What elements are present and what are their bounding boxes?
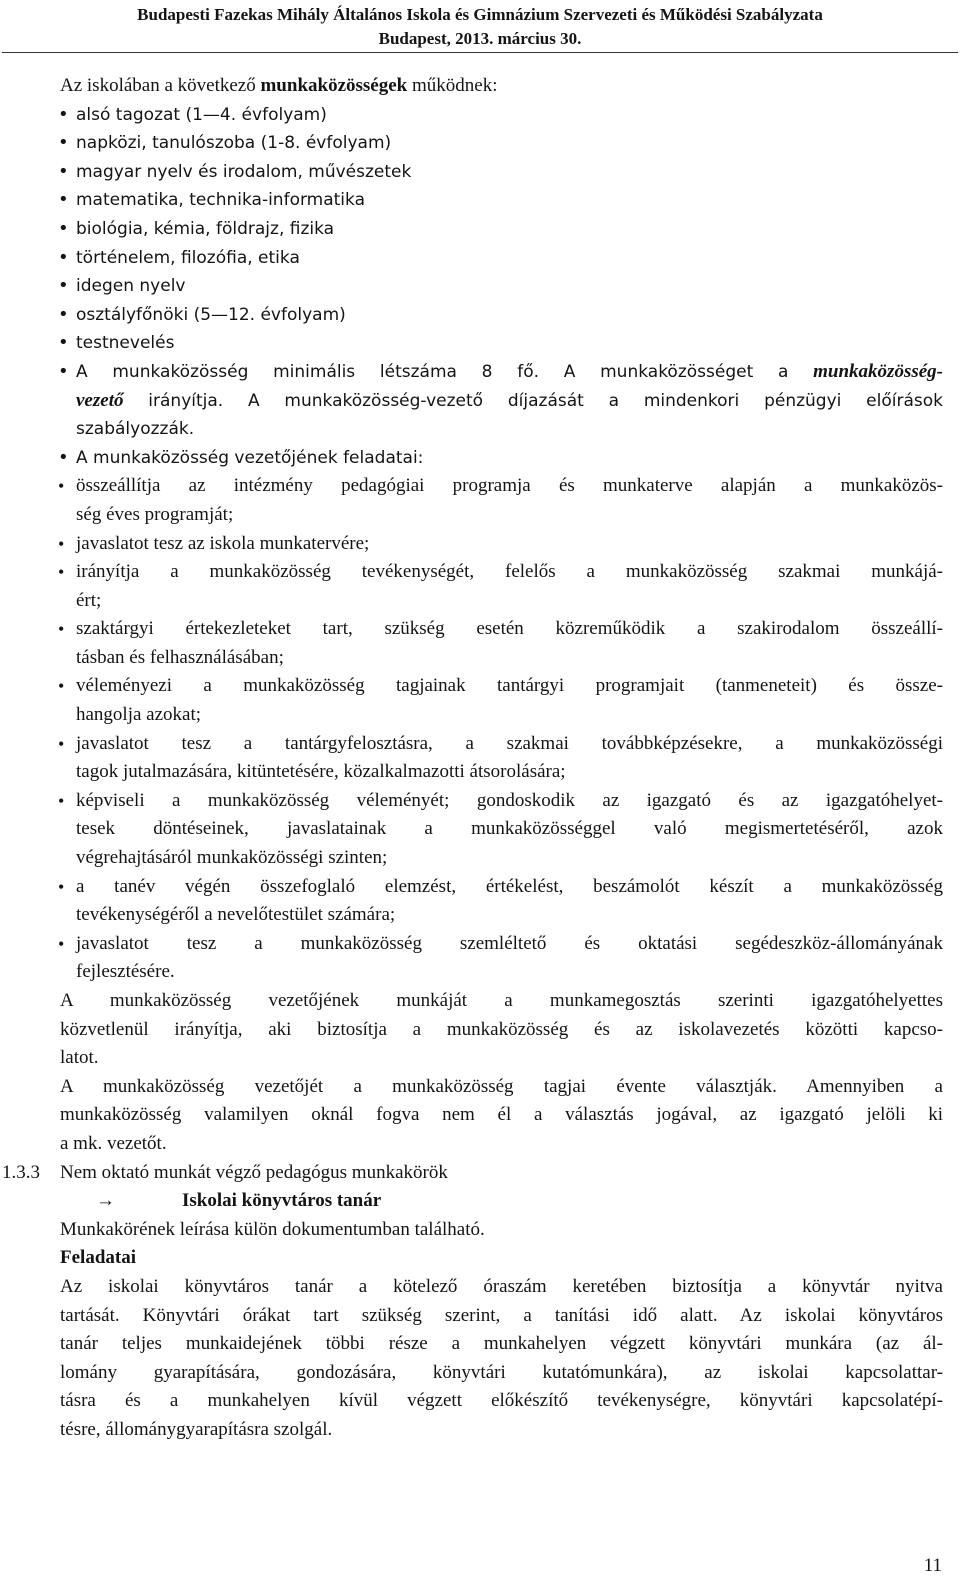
paragraph-line: közvetlenül irányítja, aki biztosítja a munkaközösség és az iskolavezetés közötti kapcso-: [60, 1018, 943, 1040]
list-item: • napközi, tanulószoba (1-8. évfolyam): [0, 129, 943, 158]
bullet-icon: •: [58, 246, 69, 268]
list-item: • véleményezi a munkaközösség tagjainak tantárgyi programjait (tanmeneteit) és össze-: [0, 672, 943, 701]
list-item: • szaktárgyi értekezleteket tart, szükség esetén közreműködik a szakirodalom összeállí-: [0, 615, 943, 644]
paragraph-line: lomány gyarapítására, gondozására, könyvtári kutatómunkára), az iskolai kapcsolattar-: [60, 1361, 943, 1383]
paragraph-line: a mk. vezetőt.: [60, 1132, 167, 1154]
list-item: • a tanév végén összefoglaló elemzést, értékelést, beszámolót készít a munkaközösség: [0, 873, 943, 902]
bullet-icon: •: [58, 533, 65, 554]
list-item-continuation: hangolja azokat;: [76, 704, 202, 726]
document-date: Budapest, 2013. március 30.: [378, 29, 582, 48]
list-item: • összeállítja az intézmény pedagógiai programja és munkaterve alapján a munkaközös-: [0, 472, 943, 501]
paragraph-line: • A munkaközösség minimális létszáma 8 fő. A munkaközösséget a munkaközösség-: [0, 358, 943, 387]
list-item-continuation: fejlesztésére.: [76, 961, 175, 983]
paragraph-line: latot.: [60, 1047, 99, 1069]
minimum-headcount-paragraph: [0, 358, 960, 444]
paragraph-line: szabályozzák.: [76, 419, 195, 440]
intro-paragraph: [0, 72, 943, 101]
tasks-paragraph: [0, 1273, 960, 1445]
list-item: • osztályfőnöki (5—12. évfolyam): [0, 301, 943, 330]
intro-text-c: működnek:: [407, 75, 498, 96]
tasks-title: Feladatai: [60, 1247, 136, 1269]
bullet-icon: •: [58, 160, 69, 182]
paragraph-line: Az iskolai könyvtáros tanár a kötelező óraszám keretében biztosítja a könyvtár nyitva: [60, 1275, 943, 1297]
list-item-continuation: végrehajtásáról munkaközösségi szinten;: [76, 847, 388, 869]
bullet-icon: •: [58, 933, 65, 954]
list-item: • biológia, kémia, földrajz, fizika: [0, 215, 943, 244]
section-title: Nem oktató munkát végző pedagógus munkakörök: [60, 1161, 448, 1183]
intro-emphasis: munkaközösségek: [260, 75, 408, 96]
leader-election-paragraph: [0, 1073, 960, 1159]
page-number: 11: [923, 1555, 942, 1576]
bullet-icon: •: [58, 676, 65, 697]
bullet-icon: •: [58, 303, 69, 325]
arrow-right-icon: →: [96, 1190, 115, 1212]
bullet-icon: •: [58, 876, 65, 897]
bullet-icon: •: [58, 103, 69, 125]
list-item: • javaslatot tesz az iskola munkatervére;: [0, 530, 943, 559]
paragraph-line: tésre, állománygyarapításra szolgál.: [60, 1418, 333, 1440]
paragraph-line: tásra és a munkahelyen kívül végzett előkészítő tevékenységre, könyvtári kapcsolatépí-: [60, 1390, 943, 1412]
list-item-continuation: tagok jutalmazására, kitüntetésére, közalkalmazotti átsorolására;: [76, 761, 566, 783]
bullet-icon: •: [58, 790, 65, 811]
list-item: • alsó tagozat (1—4. évfolyam): [0, 101, 943, 130]
bullet-icon: •: [58, 562, 65, 583]
list-item-continuation: ség éves programját;: [76, 503, 234, 525]
bullet-icon: •: [58, 217, 69, 239]
role-heading: [0, 1187, 960, 1216]
list-item-continuation: tesek döntéseinek, javaslatainak a munkaközösséggel való megismertetéséről, azok: [76, 818, 943, 840]
paragraph-line: tartását. Könyvtári órákat tart szükség szerint, a tanítási idő alatt. Az iskolai könyvtáros: [60, 1304, 943, 1326]
section-number: 1.3.3: [2, 1161, 40, 1183]
bullet-icon: •: [58, 476, 65, 497]
page-content: [0, 72, 960, 1445]
bullet-icon: •: [58, 360, 69, 382]
paragraph-line: munkaközösség valamilyen oknál fogva nem él a választás jogával, az igazgató jelöli ki: [60, 1104, 943, 1126]
list-item: • irányítja a munkaközösség tevékenységét, felelős a munkaközösség szakmai munkájá-: [0, 558, 943, 587]
bullet-icon: •: [58, 619, 65, 640]
header-divider: [2, 52, 958, 53]
list-item: • testnevelés: [0, 329, 943, 358]
list-item: • javaslatot tesz a tantárgyfelosztásra, a szakmai továbbképzésekre, a munkaközösségi: [0, 730, 943, 759]
duties-title: • A munkaközösség vezetőjének feladatai:: [0, 444, 943, 473]
role-title: Iskolai könyvtáros tanár: [182, 1190, 382, 1212]
bullet-icon: •: [58, 275, 69, 297]
list-item-continuation: tevékenységéről a nevelőtestület számára;: [76, 904, 396, 926]
intro-text-a: Az iskolában a következő: [60, 75, 261, 96]
list-item: • magyar nyelv és irodalom, művészetek: [0, 158, 943, 187]
paragraph-line: tanár teljes munkaidejének többi része a munkahelyen végzett könyvtári munkára (az ál-: [60, 1333, 943, 1355]
list-item: • képviseli a munkaközösség véleményét; gondoskodik az igazgató és az igazgatóhelyet-: [0, 787, 943, 816]
list-item: • javaslatot tesz a munkaközösség szemléltető és oktatási segédeszköz-állományának: [0, 930, 943, 959]
bullet-icon: •: [58, 733, 65, 754]
duties-list: [0, 472, 960, 987]
bullet-icon: •: [58, 189, 69, 211]
bullet-icon: •: [58, 446, 69, 468]
leader-supervision-paragraph: [0, 987, 960, 1073]
paragraph-line: A munkaközösség vezetőjét a munkaközösség tagjai évente választják. Amennyiben a: [60, 1075, 943, 1097]
document-title: Budapesti Fazekas Mihály Általános Iskola és Gimnázium Szervezeti és Működési Szabályzata: [137, 5, 823, 24]
list-item-continuation: tásban és felhasználásában;: [76, 646, 284, 668]
role-description: Munkakörének leírása külön dokumentumban található.: [60, 1218, 485, 1240]
list-item: • matematika, technika-informatika: [0, 186, 943, 215]
section-heading: [0, 1159, 943, 1188]
paragraph-line: A munkaközösség vezetőjének munkáját a munkamegosztás szerinti igazgatóhelyettes: [60, 990, 943, 1011]
bullet-icon: •: [58, 332, 69, 354]
bullet-icon: •: [58, 132, 69, 154]
list-item: • történelem, filozófia, etika: [0, 244, 943, 273]
work-groups-list: [0, 101, 960, 358]
list-item: • idegen nyelv: [0, 272, 943, 301]
paragraph-line: vezető irányítja. A munkaközösség-vezető díjazását a mindenkori pénzügyi előírások: [76, 389, 943, 411]
list-item-continuation: ért;: [76, 589, 102, 611]
